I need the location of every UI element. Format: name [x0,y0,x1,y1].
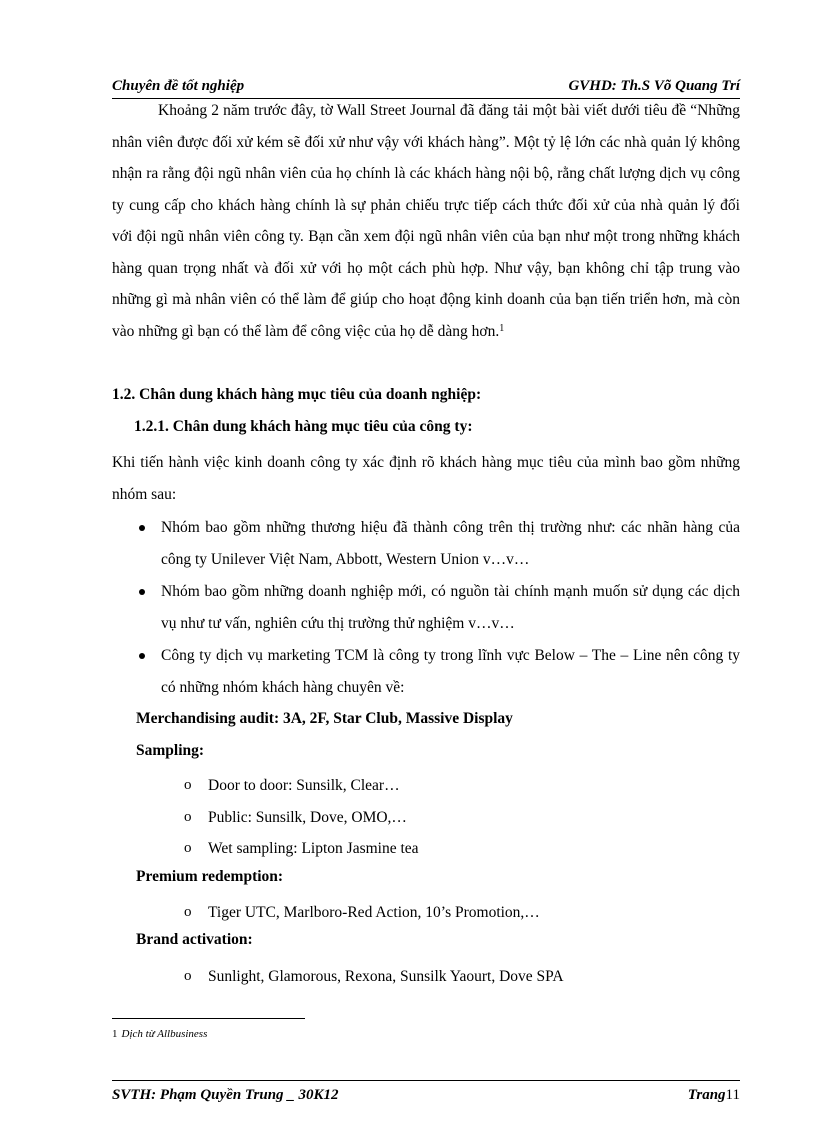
list-item [136,802,419,834]
merchandising-heading: Merchandising audit: 3A, 2F, Star Club, Massive Display [136,710,513,727]
circle-bullet-icon: o [184,777,192,793]
paragraph-text: Khoảng 2 năm trước đây, tờ Wall Street Journal đã đăng tải một bài viết dưới tiêu đề “Những nhân viên được đối xử kém sẽ đối xử như vậy với khách hàng”. Một tỷ lệ lớn các nhà quản lý không nhận ra rằng đội ngũ nhân viên của họ chính là các khách hàng nội bộ, rằng chất lượng dịch vụ công ty cung cấp cho khách hàng chính là sự phản chiếu trực tiếp cách thức đối xử của nhà quản lý đối với đội ngũ nhân viên công ty. Bạn cần xem đội ngũ nhân viên của bạn như một trong những khách hàng quan trọng nhất và đối xử với họ một cách phù hợp. Như vậy, bạn không chỉ tập trung vào những gì mà nhân viên có thể làm để giúp cho hoạt động kinh doanh của bạn tiến triển hơn, mà còn vào những gì bạn có thể làm để công việc của họ dễ dàng hơn. [112,102,740,340]
circle-bullet-icon: o [184,968,192,984]
page-number: 11 [725,1087,740,1103]
item-text: Tiger UTC, Marlboro-Red Action, 10’s Promotion,… [208,904,540,921]
footer-author: SVTH: Phạm Quyền Trung _ 30K12 [112,1087,339,1103]
customer-group-list [112,512,740,704]
list-item [136,897,540,929]
list-item [112,576,740,639]
footnote [112,1028,207,1040]
bullet-icon [139,525,145,531]
premium-list [136,897,540,929]
sampling-list [136,770,419,865]
subsection-heading: 1.2.1. Chân dung khách hàng mục tiêu của công ty: [134,418,473,435]
item-text: Sunlight, Glamorous, Rexona, Sunsilk Yaourt, Dove SPA [208,968,564,985]
list-item [112,640,740,703]
brand-list [136,961,564,993]
footer-page [688,1087,740,1104]
sampling-heading: Sampling: [136,742,205,759]
item-text: Wet sampling: Lipton Jasmine tea [208,840,419,857]
circle-bullet-icon: o [184,808,192,825]
list-item [136,770,419,802]
circle-bullet-icon: o [184,840,192,856]
bullet-text: Nhóm bao gồm những doanh nghiệp mới, có nguồn tài chính mạnh muốn sử dụng các dịch vụ như tư vấn, nghiên cứu thị trường thử nghiệm v…v… [161,583,740,632]
header-advisor: GVHD: Th.S Võ Quang Trí [568,78,740,94]
footnote-text: Dịch từ Allbusiness [121,1028,208,1040]
list-item [112,512,740,575]
bullet-icon [139,653,145,659]
page-label: Trang [687,1087,726,1103]
brand-heading: Brand activation: [136,931,253,948]
intro-paragraph: Khi tiến hành việc kinh doanh công ty xác định rõ khách hàng mục tiêu của mình bao gồm những nhóm sau: [112,454,740,503]
footnote-divider [112,1018,305,1019]
footnote-reference: 1 [499,322,505,334]
circle-bullet-icon: o [184,904,192,920]
body-paragraph [112,95,740,347]
list-item [136,961,564,993]
item-text: Door to door: Sunsilk, Clear… [208,777,400,794]
page-footer [112,1080,740,1105]
item-text: Public: Sunsilk, Dove, OMO,… [208,808,407,826]
footnote-number: 1 [112,1028,118,1040]
section-heading: 1.2. Chân dung khách hàng mục tiêu của doanh nghiệp: [112,386,482,403]
bullet-text: Nhóm bao gồm những thương hiệu đã thành công trên thị trường như: các nhãn hàng của công ty Unilever Việt Nam, Abbott, Western Union v…v… [161,519,740,568]
list-item [136,833,419,865]
bullet-icon [139,589,145,595]
premium-heading: Premium redemption: [136,868,284,885]
bullet-text: Công ty dịch vụ marketing TCM là công ty trong lĩnh vực Below – The – Line nên công ty có những nhóm khách hàng chuyên về: [161,647,740,696]
header-title: Chuyên đề tốt nghiệp [112,78,245,94]
